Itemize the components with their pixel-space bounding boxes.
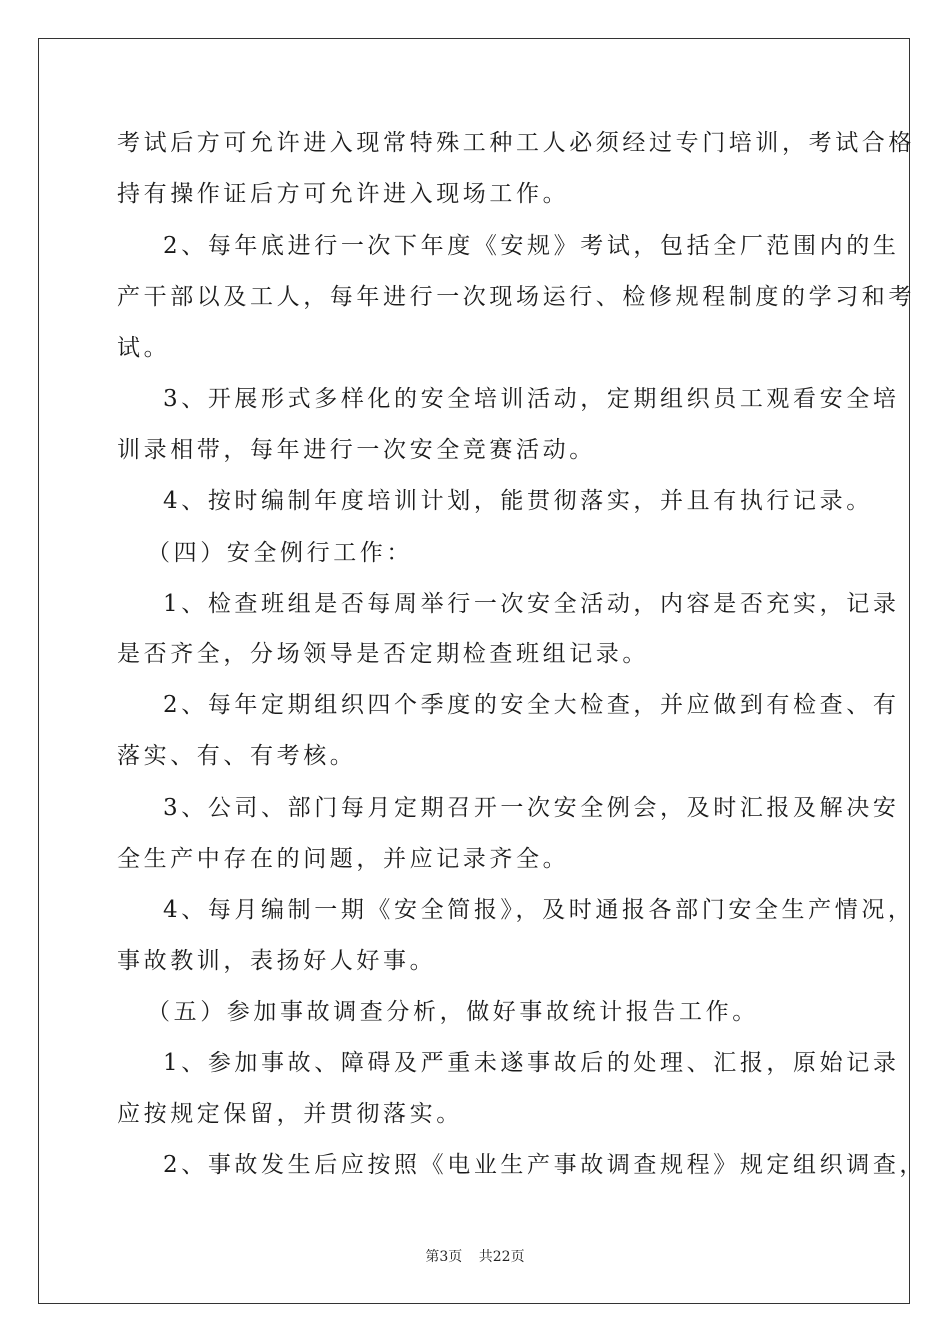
text-line: 2、事故发生后应按照《电业生产事故调查规程》规定组织调查， bbox=[163, 1152, 927, 1178]
section-heading: （五）参加事故调查分析，做好事故统计报告工作。 bbox=[147, 999, 759, 1025]
text-line: 2、每年底进行一次下年度《安规》考试，包括全厂范围内的生 bbox=[163, 233, 900, 259]
text-line: 产干部以及工人，每年进行一次现场运行、检修规程制度的学习和考 bbox=[117, 284, 915, 310]
text-line: 试。 bbox=[117, 335, 171, 361]
text-line: 1、检查班组是否每周举行一次安全活动，内容是否充实，记录 bbox=[163, 591, 900, 617]
page-footer bbox=[0, 1246, 950, 1266]
text-line: 落实、有、有考核。 bbox=[117, 743, 357, 769]
text-line: 事故教训，表扬好人好事。 bbox=[117, 948, 437, 974]
text-line: 3、开展形式多样化的安全培训活动，定期组织员工观看安全培 bbox=[163, 386, 900, 412]
text-line: 4、每月编制一期《安全简报》，及时通报各部门安全生产情况， bbox=[163, 897, 915, 923]
text-line: 考试后方可允许进入现常特殊工种工人必须经过专门培训，考试合格 bbox=[117, 130, 915, 156]
text-line: 持有操作证后方可允许进入现场工作。 bbox=[117, 181, 570, 207]
text-line: 是否齐全，分场领导是否定期检查班组记录。 bbox=[117, 641, 649, 667]
text-line: 应按规定保留，并贯彻落实。 bbox=[117, 1101, 463, 1127]
text-line: 全生产中存在的问题，并应记录齐全。 bbox=[117, 846, 570, 872]
section-heading: （四）安全例行工作： bbox=[147, 540, 413, 566]
text-line: 1、参加事故、障碍及严重未遂事故后的处理、汇报，原始记录 bbox=[163, 1050, 900, 1076]
page-total: 共22页 bbox=[478, 1249, 525, 1265]
text-line: 3、公司、部门每月定期召开一次安全例会，及时汇报及解决安 bbox=[163, 795, 900, 821]
text-line: 2、每年定期组织四个季度的安全大检查，并应做到有检查、有 bbox=[163, 692, 900, 718]
text-line: 4、按时编制年度培训计划，能贯彻落实，并且有执行记录。 bbox=[163, 488, 873, 514]
text-line: 训录相带，每年进行一次安全竞赛活动。 bbox=[117, 437, 596, 463]
page-number: 第3页 bbox=[425, 1249, 463, 1265]
